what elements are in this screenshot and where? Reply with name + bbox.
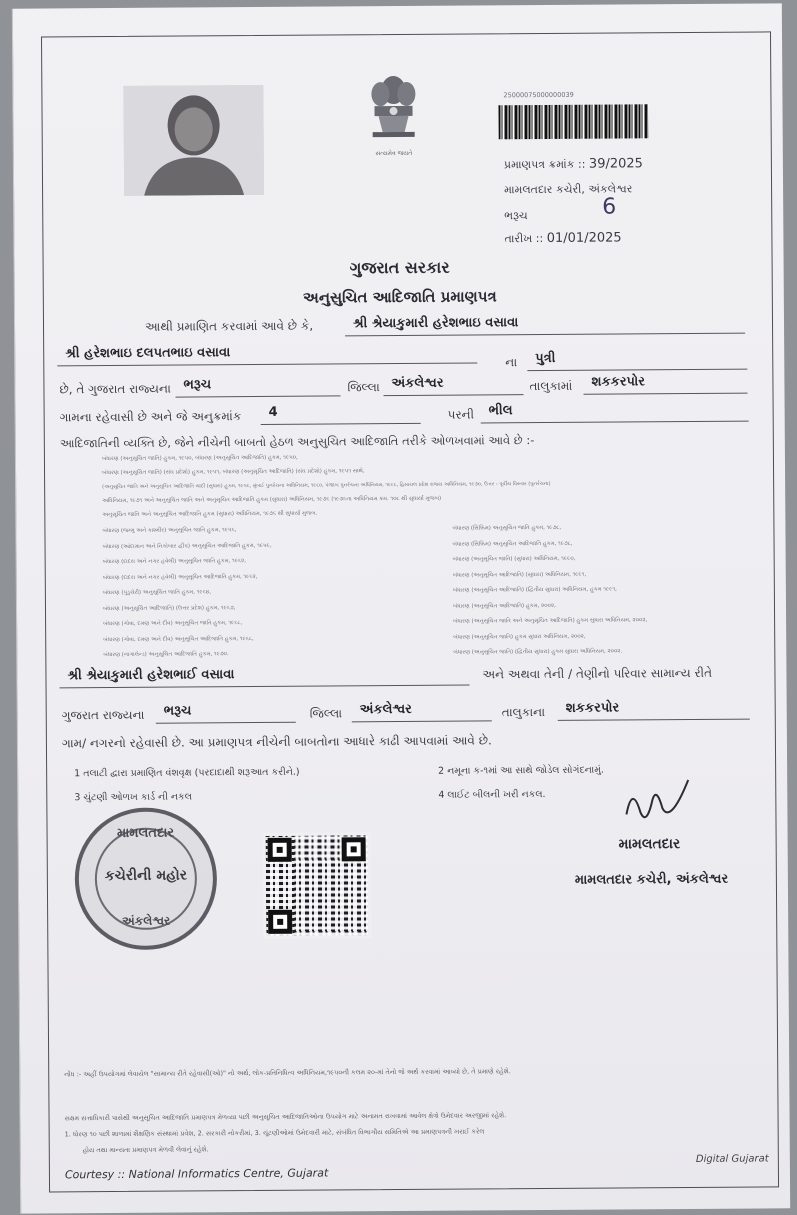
order-item: બંધારણ (અનુસૂચિત આદિજાતિ) (સુધારા) અધિનિયમ, ૧૯૯૧, xyxy=(452,571,587,579)
government-title: ગુજરાત સરકાર xyxy=(349,257,450,278)
order-item: બંધારણ (જમ્મુ અને કાશ્મીર) અનુસૂચિત જાતિ હુકમ, ૧૯૫૬, xyxy=(102,527,237,535)
district-value: અંકલેશ્વર xyxy=(383,373,523,396)
emblem-caption: સત્યમેવ જયતે xyxy=(375,149,413,158)
seal-middle-text: કચેરીની મહોર xyxy=(104,867,188,885)
handwritten-mark: 6 xyxy=(602,194,617,220)
orders-left-list xyxy=(102,527,272,668)
order-item: બંધારણ (નાગાલેન્ડ) અનુસૂચિત આદિજાતિ હુકમ, ૧૯૭૦. xyxy=(103,651,229,659)
residence-district-value: અંકલેશ્વર xyxy=(352,699,492,722)
order-item: બંધારણ (અનુસૂચિત જાતિ) (સુધારા) અધિનિયમ, ૧૯૯૦, xyxy=(452,555,576,563)
signature-designation: મામલતદાર xyxy=(618,836,681,853)
order-item: બંધારણ (અનુસૂચિત જાતિ અને અનુસૂચિત આદિજાતિ) હુકમ સુધારા અધિનિયમ, ૨૦૦૨, xyxy=(453,617,648,625)
residence-state-label: ગુજરાત રાજ્યના xyxy=(61,707,145,723)
legal-line-4: અધિનિયમ, ૧૯૭૧ અને અનુસૂચિત જાતિ અને અનુસૂચિત આદિજાતિ હુકમ (સુધારા) અધિનિયમ, ૧૯૭૬ (૧૯૭૬ના અધિનિયમ ક્રમ. ૧૦૮ થી સુધાર્યા મુજબ) xyxy=(102,495,442,505)
basis-text: ગામ/ નગરનો રહેવાસી છે. આ પ્રમાણપત્ર નીચેની બાબતોના આધારે કાઢી આપવામાં આવે છે. xyxy=(61,733,492,751)
note-2: સક્ષમ સત્તાધિકારી પાસેથી અનુસૂચિત આદિજાતિ પ્રમાણપત્ર મેળવ્યા પછી અનુસૂચિત આદિજાતિઓના ઉપયોગ માટે અનામત રાખવામાં આવેલ ક્ષેત્રો ઉમેદવાર અરજીમાં રહેશે. xyxy=(64,1111,507,1123)
village-label: ગામના રહેવાસી છે અને જે અનુક્રમાંક xyxy=(59,409,242,425)
certificate-date: 01/01/2025 xyxy=(546,230,622,246)
state-label: છે, તે ગુજરાત રાજ્યના xyxy=(59,381,171,397)
header-office: મામલતદાર કચેરી, અંકલેશ્વર xyxy=(504,182,633,197)
intro-text: આથી પ્રમાણિત કરવામાં આવે છે કે, xyxy=(144,318,314,334)
residence-district-label: જિલ્લા xyxy=(309,706,343,721)
order-item: બંધારણ (દાદરા અને નગર હવેલી) અનુસૂચિત જાતિ હુકમ, ૧૯૬૨, xyxy=(102,558,247,566)
document-item: 2 નમૂના ક-૧માં આ સાથે જોડેલ સોગંદનામું. xyxy=(438,764,604,777)
certificate-no: 39/2025 xyxy=(588,156,643,172)
note-4: હોય તથા માન્યતા પ્રમાણપત્ર મેળવી લેવાનું રહેશે. xyxy=(82,1145,209,1155)
applicant-photo xyxy=(123,85,264,196)
order-item: બંધારણ (અનુસૂચિત આદિજાતિ) હુકમ, ૨૦૦૨, xyxy=(452,602,556,610)
note-3: 1. ધોરણ ૧૦ પછી શાળામાં શૈક્ષણિક સંસ્થામાં પ્રવેશ, 2. સરકારી નોકરીમાં, 3. ચૂંટણીઓમાં ઉમેદવારી માટે, સંબંધિત વિભાગીય સમિતિએ આ પ્રમાણપત્રની ખરાઈ કરેલ xyxy=(64,1127,485,1139)
recognition-text: આદિજાતિની વ્યક્તિ છે, જેને નીચેની બાબતો હેઠળ અનુસુચિત આદિજાતિ તરીકે ઓળખવામાં આવે છે :- xyxy=(59,433,535,451)
taluka-label: તાલુકામાં xyxy=(529,378,573,394)
resident-name: શ્રી શ્રેયાકુમારી હરેશભાઈ વસાવા xyxy=(59,664,469,689)
orders-right-list xyxy=(452,524,647,665)
residence-taluka-label: તાલુકાના xyxy=(501,704,546,720)
note-1: નોંધ :- અહીં ઉપયોગમાં લેવાયેલ "સામાન્ય રીતે રહેવાસી(ઓ)" નો અર્થ, લોક-પ્રતિનિધિત્વ અધિનિયમ,૧૯૫૦ની કલમ ૨૦-માં તેનો જે અર્થ કરવામાં આવ્યો છે, તે પ્રમાણે રહેશે. xyxy=(64,1067,511,1079)
order-item: બંધારણ (ગોવા, દમણ અને દીવ) અનુસૂચિત આદિજાતિ હુકમ, ૧૯૬૮, xyxy=(103,635,254,643)
state-value: ભરૂચ xyxy=(175,374,340,397)
order-item: બંધારણ (પુડુચેરી) અનુસૂચિત જાતિ હુકમ, ૧૯૬૪, xyxy=(102,589,211,597)
barcode xyxy=(498,104,648,139)
signature-mark xyxy=(618,774,698,835)
barcode-number: 25000075000000039 xyxy=(503,90,574,100)
tribe-value: ભીલ xyxy=(481,400,749,424)
national-emblem-icon xyxy=(358,68,429,156)
order-item: બંધારણ (સિક્કિમ) અનુસૂચિત જાતિ હુકમ, ૧૯૭૮, xyxy=(452,524,562,532)
certificate-title: અનુસુચિત આદિજાતિ પ્રમાણપત્ર xyxy=(302,287,497,307)
legal-line-1: બંધારણ (અનુસૂચિત જાતિ) હુકમ, ૧૯૫૦, બંધારણ (અનુસૂચિત આદિજાતિ) હુકમ, ૧૯૫૦, xyxy=(101,454,298,463)
document-item: 1 તલાટી દ્વારા પ્રમાણિત વંશવૃક્ષ (પરદાદાથી શરૂઆત કરીને.) xyxy=(74,766,300,780)
order-item: બંધારણ (અનુસૂચિત આદિજાતિ) (દ્વિતીય સુધારા) અધિનિયમ, હુકમ ૧૯૯૧, xyxy=(452,586,617,594)
order-item: બંધારણ (ગોવા, દમણ અને દીવ) અનુસૂચિત જાતિ હુકમ, ૧૯૬૮, xyxy=(103,620,243,628)
certificate-no-label: પ્રમાણપત્ર ક્રમાંક :: xyxy=(503,157,586,172)
residence-taluka-value: શકકરપોર xyxy=(558,698,750,721)
order-item: બંધારણ (આંદામાન અને નિકોબાર દ્વીપ) અનુસૂચિત આદિજાતિ હુકમ, ૧૯૫૯, xyxy=(102,542,272,550)
office-seal xyxy=(74,807,217,950)
applicant-name: શ્રી શ્રેયાકુમારી હરેશભાઇ વસાવા xyxy=(345,312,745,337)
parent-name: શ્રી હરેશભાઇ દલપતભાઇ વસાવા xyxy=(57,341,477,366)
footer-digital: Digital Gujarat xyxy=(695,1153,769,1165)
district-label: જિલ્લા xyxy=(347,380,380,395)
order-item: બંધારણ (અનુસૂચિત જાતિ) હુકમ સુધારા અધિનિયમ, ૨૦૦૨, xyxy=(453,633,586,641)
legal-line-3: (અનુસૂચિત જાતિ અને અનુસૂચિત આદિજાતિ યાદી (સુધારા) હુકમ, ૧૯૫૬, મુંબઈ પુનર્રચના અધિનિયમ, ૧૯૬૦, પંજાબ પુનર્રચના અધિનિયમ, ૧૯૬૬, હિમાચલ પ્રદેશ રાજ્ય અધિનિયમ, ૧૯૭૦, ઉત્તર - પૂર્વીય વિસ્તાર (પુનર્રચના) xyxy=(102,480,551,491)
date-label: તારીખ :: xyxy=(504,231,544,246)
residence-state-value: ભરૂચ xyxy=(156,701,296,724)
family-text: અને અથવા તેની / તેણીનો પરિવાર સામાન્ય રીતે xyxy=(482,665,713,682)
serial-no: 4 xyxy=(261,402,421,425)
taluka-value: શકકરપોર xyxy=(583,372,747,395)
footer-courtesy: Courtesy :: National Informatics Centre, Gujarat xyxy=(64,1166,329,1182)
signature-office: મામલતદાર કચેરી, અંકલેશ્વર xyxy=(574,871,729,888)
document-item: 4 લાઈટ બીલની ખરી નકલ. xyxy=(438,788,546,801)
relation: પુત્રી xyxy=(527,348,747,372)
order-item: બંધારણ (અનુસૂચિત જાતિ) (દ્વિતીય સુધારા) હુકમ સુધારા અધિનિયમ, ૨૦૦૨. xyxy=(453,648,623,656)
order-item: બંધારણ (સિક્કિમ) અનુસૂચિત આદિજાતિ હુકમ, ૧૯૭૮, xyxy=(452,540,573,548)
legal-line-2: બંધારણ (અનુસૂચિત જાતિ) (સંઘ પ્રદેશો) હુકમ, ૧૯૫૧, બંધારણ (અનુસૂચિત આદિજાતિ) (સંઘ પ્રદેશો) હુકમ, ૧૯૫૧ સાથે, xyxy=(102,468,365,477)
order-item: બંધારણ (દાદરા અને નગર હવેલી) અનુસૂચિત આદિજાતિ હુકમ, ૧૯૬૨, xyxy=(102,573,258,581)
qr-code xyxy=(263,832,372,939)
seal-top-text: મામલતદાર xyxy=(116,825,175,841)
document-item: 3 ચુંટણી ઓળખ કાર્ડ ની નકલ xyxy=(74,791,192,804)
certificate-sheet xyxy=(12,3,790,1213)
order-item: બંધારણ (અનુસૂચિત આદિજાતિ) (ઉત્તર પ્રદેશ) હુકમ, ૧૯૬૭, xyxy=(102,604,236,612)
seal-bottom-text: અંકલેશ્વર xyxy=(122,913,171,928)
header-district: ભરૂચ xyxy=(504,209,528,223)
legal-line-5: અનુસૂચિત જાતિ અને અનુસૂચિત આદિજાતિ હુકમ (સુધારા) અધિનિયમ, ૧૯૭૬ થી સુધાર્યા મુજબ. xyxy=(102,510,318,519)
tribe-label: પરની xyxy=(447,407,475,422)
na-label: ના xyxy=(505,355,518,370)
